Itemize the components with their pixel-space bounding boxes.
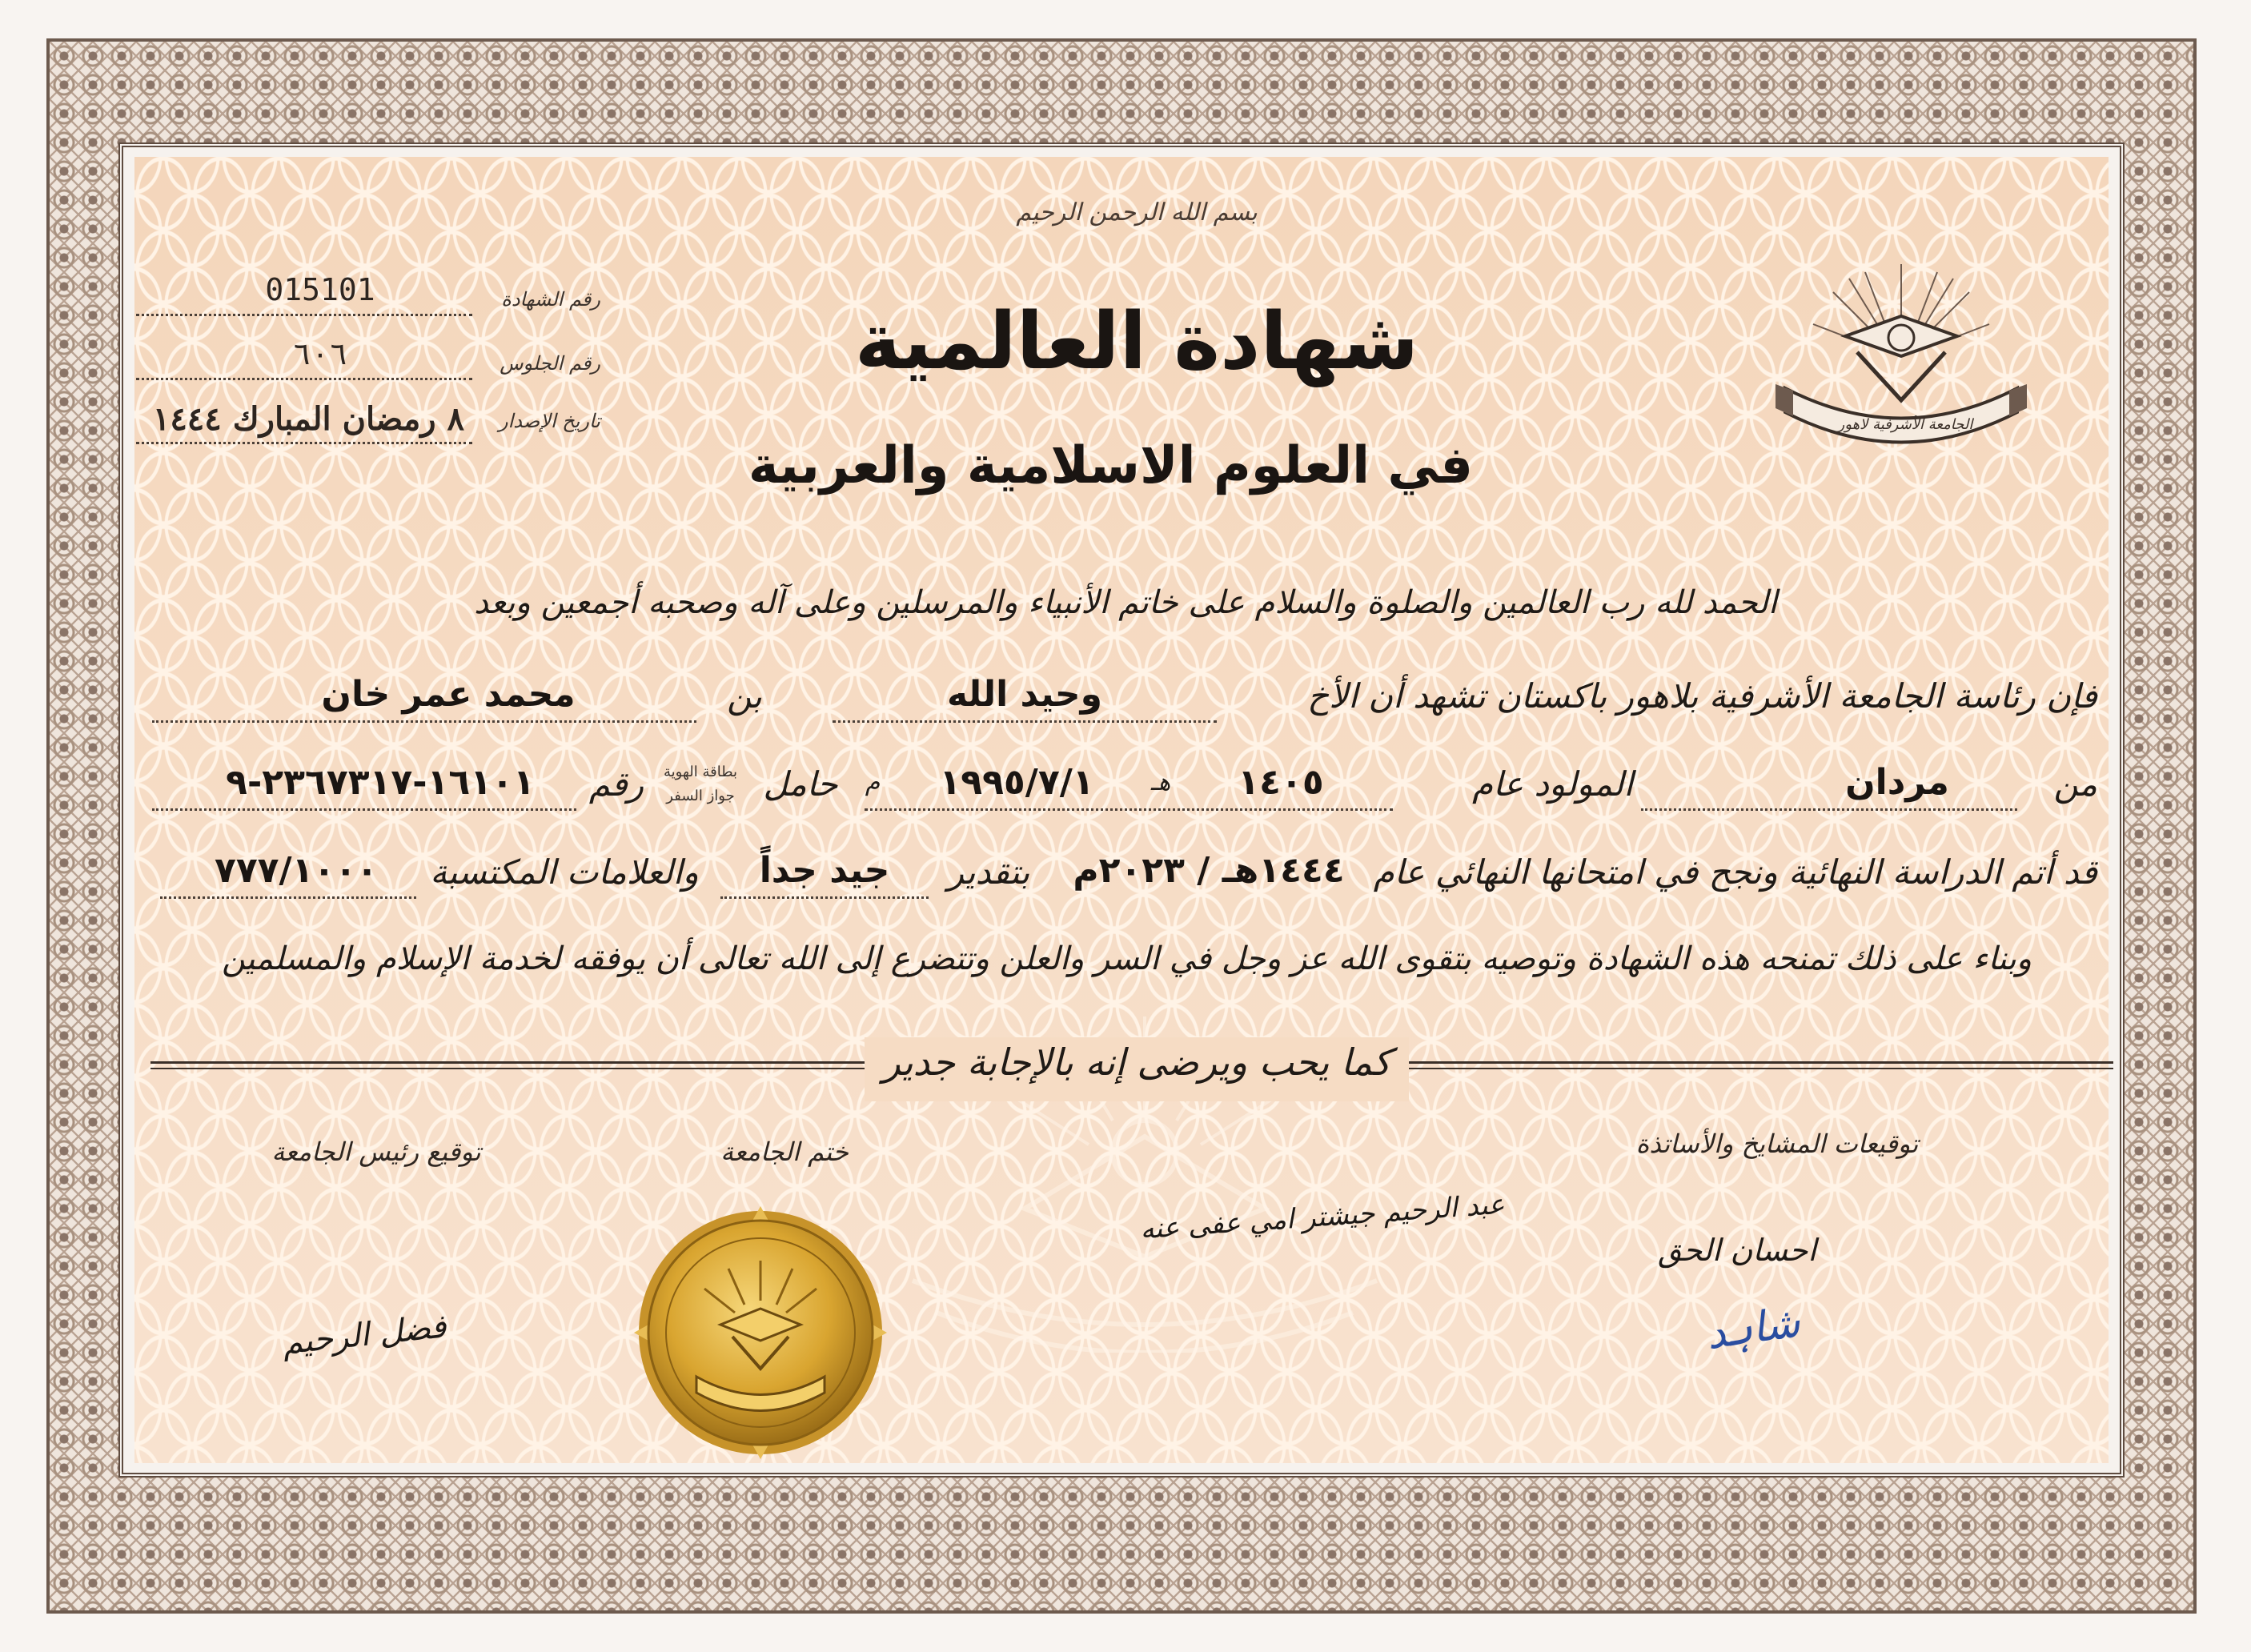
seat-number-label: رقم الجلوس (500, 352, 600, 375)
grade-value: جيد جداً (759, 850, 890, 891)
born-year-label: المولود عام (1472, 764, 1633, 804)
scholars-sign-label: توقيعات المشايخ والأساتذة (1635, 1129, 1919, 1159)
greg-suffix: م (865, 768, 881, 796)
dotted-line (136, 314, 472, 316)
marks-value: ٧٧٧/١٠٠٠ (214, 850, 379, 891)
grade-label: بتقدير (947, 852, 1030, 892)
line1-prefix: فإن رئاسة الجامعة الأشرفية بلاهور باكستان تشهد أن الأخ (1307, 676, 2097, 716)
certificate-number-value: 015101 (265, 272, 375, 307)
dotted-line (865, 808, 1393, 811)
gold-seal-icon (632, 1205, 889, 1461)
bin-word: بن (727, 676, 762, 716)
dotted-line (152, 720, 696, 723)
father-name: محمد عمر خان (321, 674, 576, 715)
certificate-number-label: رقم الشهادة (501, 288, 600, 311)
dotted-line (160, 896, 416, 899)
dotted-line (152, 808, 576, 811)
dotted-line (1641, 808, 2017, 811)
issue-date-label: تاريخ الإصدار (499, 410, 600, 432)
dotted-line (833, 720, 1217, 723)
number-label: رقم (588, 764, 644, 804)
id-card-label: بطاقة الهوية (664, 764, 737, 780)
line4-text: وبناء على ذلك تمنحه هذه الشهادة وتوصيه بتقوى الله عز وجل في السر والعلن وتتضرع إلى الله تعالى أن يوفقه لخدمة الإسلام والمسلمين (221, 940, 2032, 977)
exam-year: ١٤٤٤هـ / ٢٠٢٣م (1073, 850, 1345, 891)
line3-prefix: قد أتم الدراسة النهائية ونجح في امتحانها النهائي عام (1373, 852, 2097, 892)
closing-line: كما يحب ويرضى إنه بالإجابة جدير (882, 1041, 1391, 1084)
scholar-signature-1: عبد الرحيم جيشتر امي عفى عنه (1139, 1188, 1506, 1246)
from-word: من (2053, 764, 2097, 804)
birth-year-hijri: ١٤٠٥ (1238, 762, 1324, 803)
president-signature: فضل الرحيم (280, 1308, 448, 1362)
scholar-signature-3: شاہد (1703, 1298, 1804, 1359)
student-name: وحيد الله (946, 674, 1102, 715)
marks-label: والعلامات المكتسبة (430, 852, 699, 892)
basmala: بسم الله الرحمن الرحيم (1016, 198, 1258, 227)
birth-date-greg: ١٩٩٥/٧/١ (939, 762, 1094, 803)
passport-label: جواز السفر (666, 788, 735, 804)
seal-label: ختم الجامعة (720, 1137, 849, 1167)
birth-place: مردان (1845, 762, 1949, 803)
scholar-signature-2: احسان الحق (1658, 1233, 1816, 1268)
holder-word: حامل (763, 764, 838, 804)
dotted-line (136, 378, 472, 380)
praise-line: الحمد لله رب العالمين والصلوة والسلام على خاتم الأنبياء والمرسلين وعلى آله وصحبه أجمعين وبعد (474, 584, 1777, 621)
dotted-line (136, 442, 472, 444)
emblem-text: الجامعة الأشرفية لاهور (1837, 416, 1973, 433)
id-number: ١٦١٠١-٢٣٦٧٣١٧-٩ (226, 762, 535, 803)
seat-number-value: ٦٠٦ (292, 336, 348, 371)
president-sign-label: توقيع رئيس الجامعة (271, 1137, 481, 1167)
issue-date-value: ٨ رمضان المبارك ١٤٤٤ (152, 400, 464, 438)
dotted-line (720, 896, 929, 899)
hijri-suffix: هـ (1150, 768, 1171, 796)
certificate-subtitle: في العلوم الاسلامية والعربية (748, 436, 1473, 495)
certificate-title: شهادة العالمية (854, 296, 1419, 387)
